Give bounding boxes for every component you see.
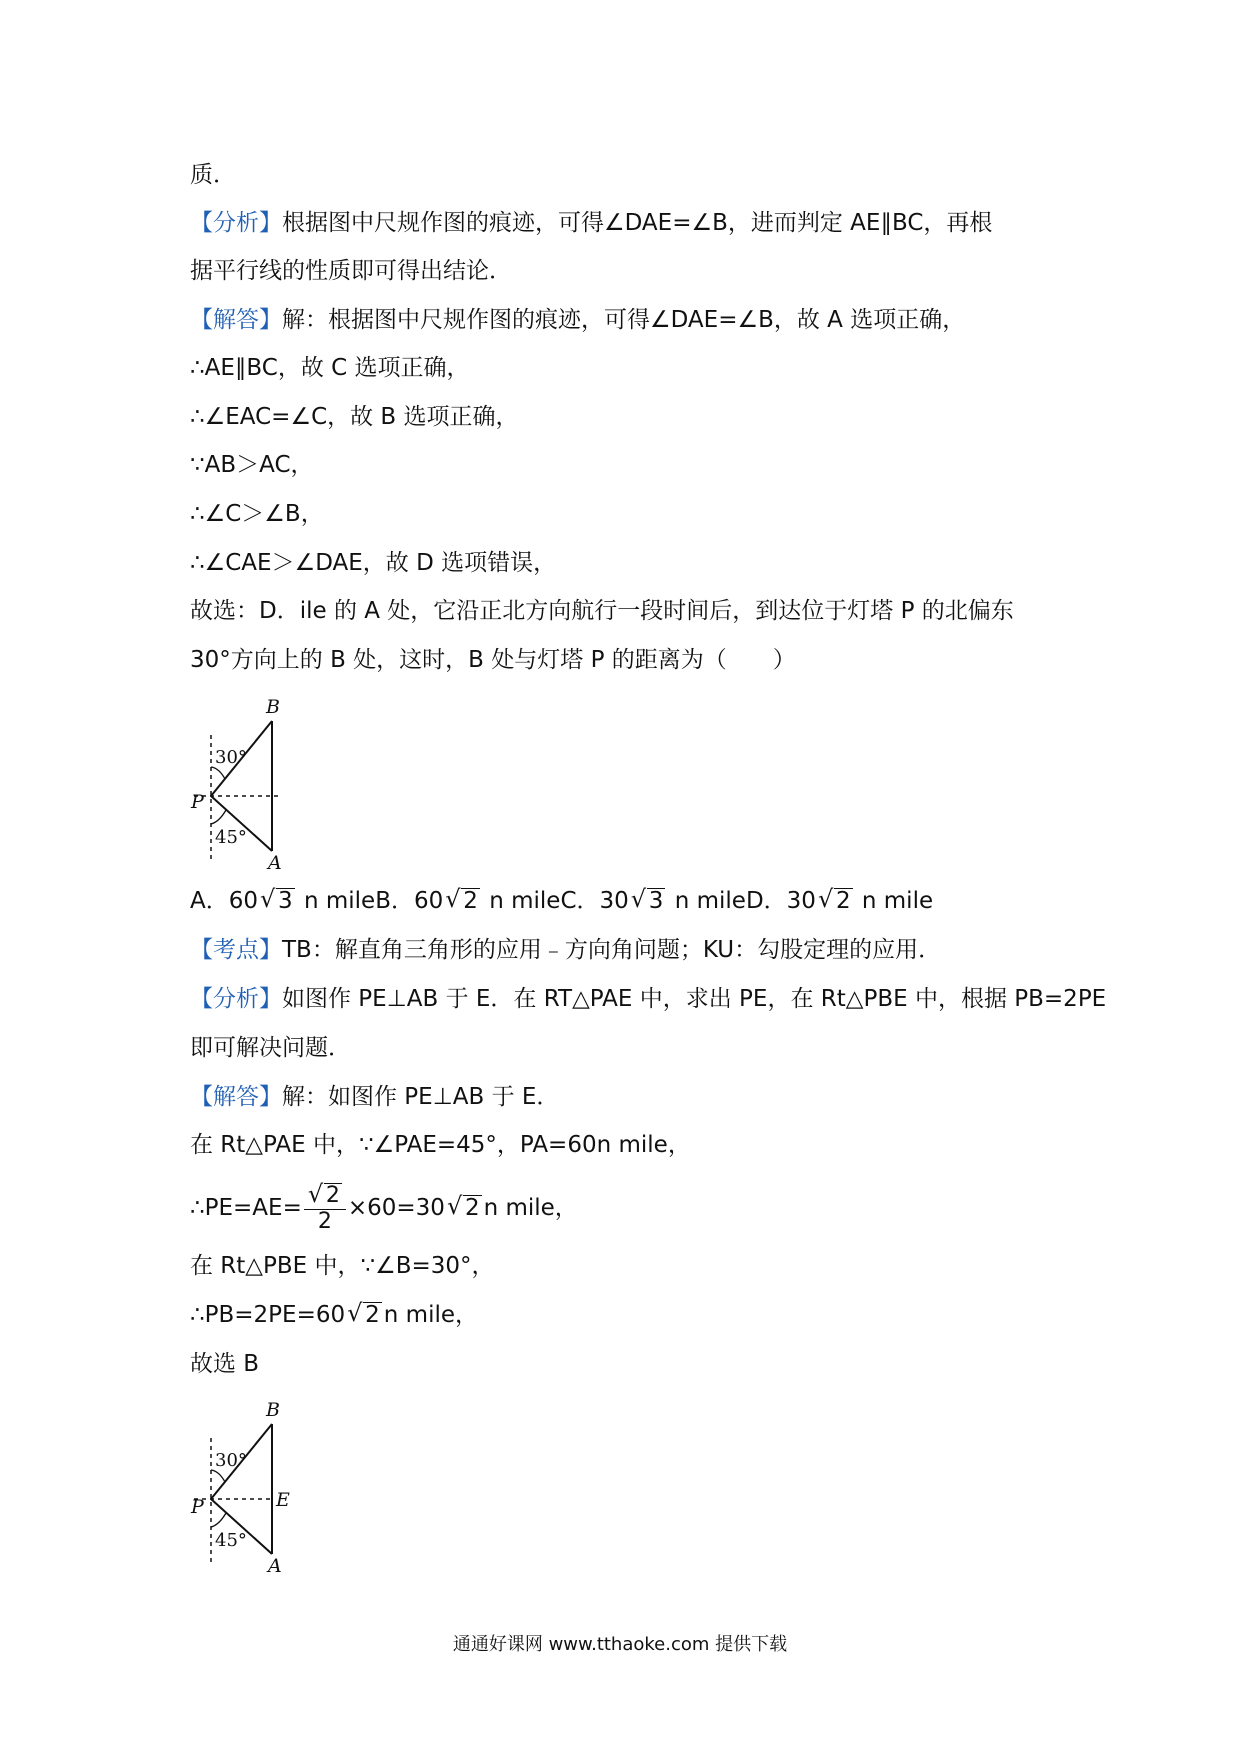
bearing-figure-2 (186, 1396, 296, 1574)
option-c[interactable] (560, 885, 746, 914)
pe-eq-suffix: n mile， (483, 1195, 578, 1221)
option-a[interactable] (190, 885, 376, 914)
pb-eq-prefix: ∴PB=2PE=60 (190, 1302, 346, 1328)
answer-text: 解：根据图中尺规作图的痕迹，可得∠DAE=∠B，故 A 选项正确， (282, 307, 966, 333)
option-d-label: D．30 (745, 888, 816, 914)
answer-line-3: ∴∠EAC=∠C，故 B 选项正确， (190, 404, 519, 430)
analysis2-line-2: 即可解决问题． (190, 1035, 351, 1061)
answer2-tag: 【解答】 (190, 1084, 282, 1110)
sqrt-pb: √ 2 (347, 1299, 380, 1328)
text-line-1: 质． (190, 162, 236, 188)
question-line-1: 故选：D．ile 的 A 处，它沿正北方向航行一段时间后，到达位于灯塔 P 的北偏东 (190, 598, 1014, 624)
sqrt-c-radicand: 3 (648, 888, 664, 914)
option-b-label: B．60 (375, 888, 444, 914)
label-p: P (191, 791, 204, 813)
label-a: A (268, 1555, 282, 1574)
option-d[interactable] (745, 885, 934, 914)
answer2-line-6: 故选 B (190, 1351, 260, 1377)
sqrt-b: √ 2 (445, 885, 478, 914)
fraction-denominator: 2 (317, 1209, 332, 1234)
analysis-tag: 【分析】 (190, 210, 282, 236)
label-a: A (268, 852, 282, 871)
label-e: E (276, 1489, 290, 1511)
sqrt-b-radicand: 2 (463, 888, 478, 914)
analysis-text: 根据图中尺规作图的痕迹，可得∠DAE=∠B，进而判定 AE∥BC，再根 (282, 210, 993, 236)
angle-label-bottom: 45° (215, 827, 247, 848)
answer2-line-5 (190, 1300, 478, 1330)
question-line-2: 30°方向上的 B 处，这时，B 处与灯塔 P 的距离为（ ） (190, 647, 796, 673)
sqrt-frac-num: √ 2 (307, 1180, 340, 1208)
sqrt-a: √ 3 (260, 885, 293, 914)
angle-arc-bottom (211, 810, 226, 824)
answer2-line-4: 在 Rt△PBE 中，∵∠B=30°， (190, 1253, 495, 1279)
sqrt-frac-num-radicand: 2 (325, 1183, 340, 1208)
angle-arc-top (211, 767, 225, 779)
label-b: B (266, 696, 280, 718)
option-c-unit: n mile (667, 888, 746, 914)
pe-eq-mid: ×60=30 (347, 1195, 445, 1221)
answer2-line-2: 在 Rt△PAE 中，∵∠PAE=45°，PA=60n mile， (190, 1132, 691, 1158)
options-line (190, 886, 933, 916)
angle-label-top: 30° (215, 1450, 247, 1471)
angle-arc-bottom (211, 1513, 226, 1527)
fraction-sqrt2-over-2 (304, 1180, 346, 1234)
answer-line-6: ∴∠CAE＞∠DAE，故 D 选项错误， (190, 550, 557, 576)
answer-tag: 【解答】 (190, 307, 282, 333)
answer2-line-1 (190, 1082, 559, 1112)
answer-line-4: ∵AB＞AC， (190, 452, 314, 478)
answer-line-1 (190, 305, 965, 335)
page-footer: 通通好课网 www.tthaoke.com 提供下载 (452, 1634, 788, 1655)
bearing-figure-1 (186, 693, 296, 871)
kaodian-text: TB：解直角三角形的应用﹣方向角问题；KU：勾股定理的应用． (282, 937, 942, 963)
option-a-label: A．60 (190, 888, 259, 914)
analysis-line-1 (190, 208, 992, 238)
option-a-unit: n mile (296, 888, 376, 914)
sqrt-d: √ 2 (817, 885, 851, 914)
sqrt-pb-radicand: 2 (365, 1302, 380, 1328)
pb-eq-suffix: n mile， (383, 1302, 479, 1328)
kaodian-line (190, 935, 941, 965)
pe-eq-prefix: ∴PE=AE= (190, 1195, 302, 1221)
angle-label-bottom: 45° (215, 1530, 247, 1551)
option-b-unit: n mile (481, 888, 561, 914)
option-c-label: C．30 (560, 888, 629, 914)
label-p: P (191, 1496, 204, 1518)
analysis2-line-1 (190, 984, 1106, 1014)
analysis2-tag: 【分析】 (190, 986, 282, 1012)
analysis-line-2: 据平行线的性质即可得出结论． (190, 258, 512, 284)
answer-line-5: ∴∠C＞∠B， (190, 501, 324, 527)
label-b: B (266, 1399, 280, 1421)
answer-line-2: ∴AE∥BC，故 C 选项正确， (190, 355, 470, 381)
angle-label-top: 30° (215, 747, 247, 768)
sqrt-pe: √ 2 (446, 1192, 480, 1221)
kaodian-tag: 【考点】 (190, 937, 282, 963)
sqrt-d-radicand: 2 (835, 888, 851, 914)
angle-arc-top (211, 1470, 225, 1482)
sqrt-pe-radicand: 2 (464, 1195, 480, 1221)
option-b[interactable] (375, 885, 561, 914)
answer2-text: 解：如图作 PE⊥AB 于 E． (282, 1084, 560, 1110)
option-d-unit: n mile (854, 888, 934, 914)
sqrt-a-radicand: 3 (278, 888, 293, 914)
analysis2-text: 如图作 PE⊥AB 于 E．在 RT△PAE 中，求出 PE，在 Rt△PBE 中，根据 PB=2PE (282, 986, 1107, 1012)
sqrt-c: √ 3 (630, 885, 664, 914)
answer2-line-3 (190, 1178, 578, 1238)
